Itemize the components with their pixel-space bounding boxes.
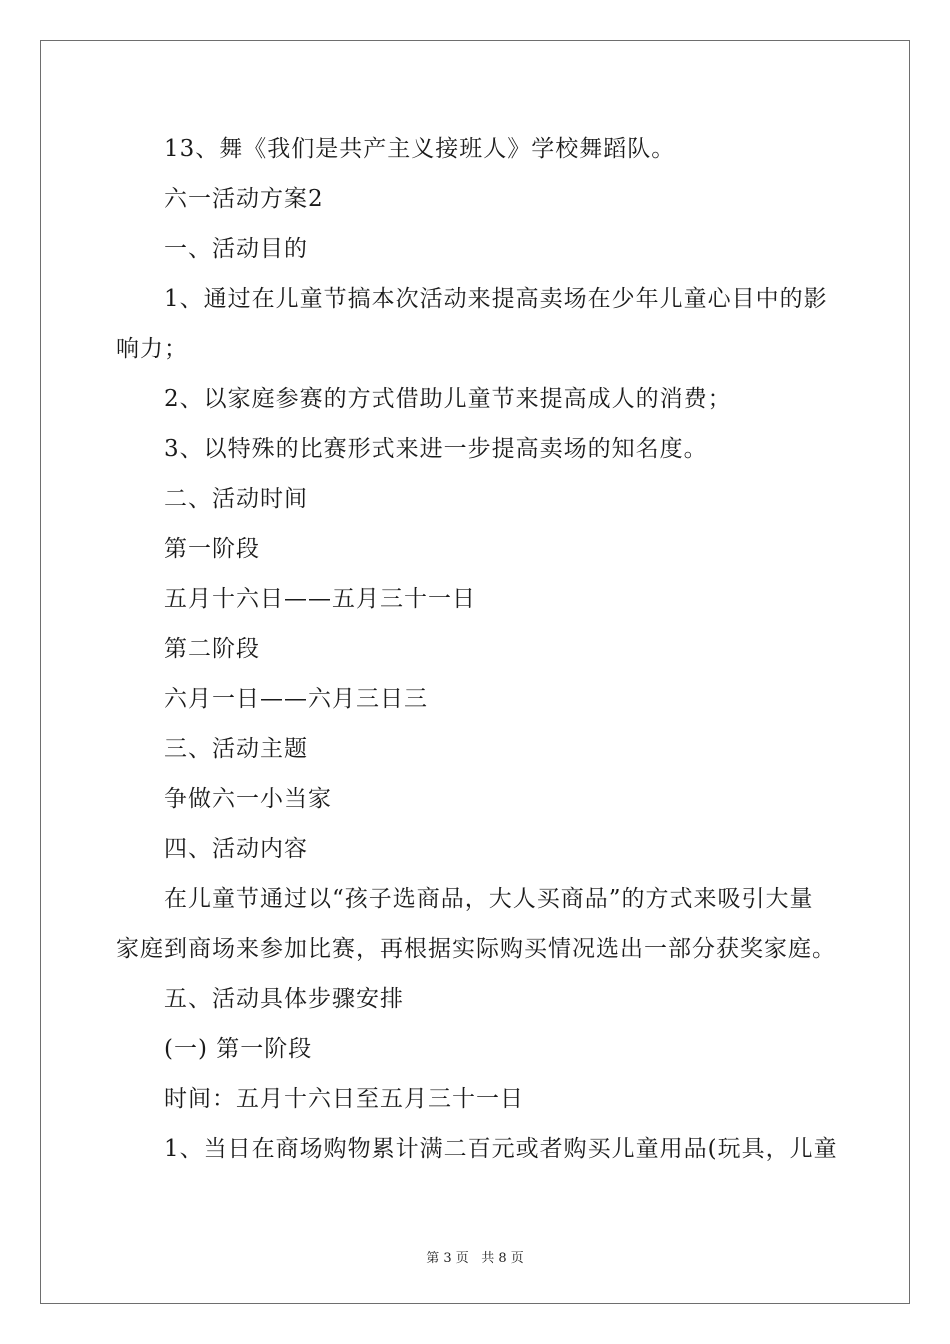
paragraph: 1、通过在儿童节搞本次活动来提高卖场在少年儿童心目中的影 — [164, 286, 828, 312]
paragraph-continuation: 家庭到商场来参加比赛，再根据实际购买情况选出一部分获奖家庭。 — [116, 936, 836, 962]
paragraph: 13、舞《我们是共产主义接班人》学校舞蹈队。 — [164, 136, 676, 162]
heading: 二、活动时间 — [164, 486, 308, 512]
paragraph: 六月一日——六月三日三 — [164, 686, 428, 712]
paragraph: 2、以家庭参赛的方式借助儿童节来提高成人的消费； — [164, 386, 732, 412]
page-footer — [0, 1247, 950, 1266]
page-number-label: 第 3 页 共 8 页 — [426, 1251, 524, 1266]
paragraph-continuation: 响力； — [116, 336, 188, 362]
subheading: (一) 第一阶段 — [164, 1036, 313, 1062]
paragraph: 第一阶段 — [164, 536, 260, 562]
paragraph: 五月十六日——五月三十一日 — [164, 586, 476, 612]
paragraph: 1、当日在商场购物累计满二百元或者购买儿童用品(玩具，儿童 — [164, 1136, 838, 1162]
paragraph: 时间：五月十六日至五月三十一日 — [164, 1086, 524, 1112]
heading: 一、活动目的 — [164, 236, 308, 262]
heading: 五、活动具体步骤安排 — [164, 986, 404, 1012]
heading: 四、活动内容 — [164, 836, 308, 862]
paragraph: 在儿童节通过以“孩子选商品，大人买商品”的方式来吸引大量 — [164, 886, 814, 912]
heading: 三、活动主题 — [164, 736, 308, 762]
section-title: 六一活动方案2 — [164, 186, 324, 212]
paragraph: 争做六一小当家 — [164, 786, 332, 812]
document-body — [116, 124, 840, 1174]
paragraph: 3、以特殊的比赛形式来进一步提高卖场的知名度。 — [164, 436, 708, 462]
paragraph: 第二阶段 — [164, 636, 260, 662]
